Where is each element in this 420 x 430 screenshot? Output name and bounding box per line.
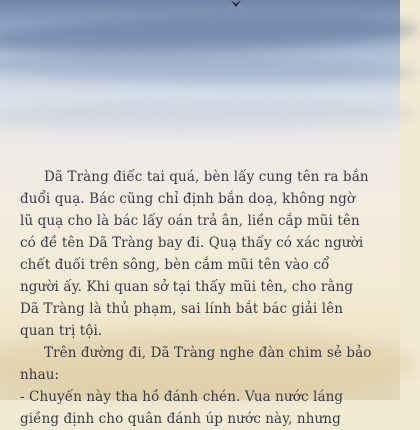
text-line: Dã Tràng là thủ phạm, sai lính bắt bác giải lên — [20, 301, 343, 317]
bird-icon — [230, 0, 242, 10]
sky-wash — [0, 12, 420, 58]
text-line: đuổi quạ. Bác cũng chỉ định bắn doạ, không ngờ — [20, 191, 356, 207]
story-text — [20, 166, 390, 430]
text-line: người ấy. Khi quan sở tại thấy mũi tên, cho rằng — [20, 279, 354, 295]
sky-wash — [0, 51, 420, 87]
sky-wash — [0, 98, 420, 132]
text-line: lũ quạ cho là bác lấy oán trả ân, liền cắp mũi tên — [20, 213, 360, 229]
text-line: - Chuyến này tha hồ đánh chén. Vua nước láng — [20, 389, 344, 405]
text-line: giềng định cho quân đánh úp nước này, nhưng — [20, 411, 341, 427]
text-line: có đề tên Dã Tràng bay đi. Quạ thấy có xác người — [20, 235, 364, 251]
text-line: nhau: — [20, 367, 60, 383]
text-line: chết đuối trên sông, bèn cắm mũi tên vào cổ — [20, 257, 330, 273]
text-line: Trên đường đi, Dã Tràng nghe đàn chim sẻ bảo — [44, 345, 372, 361]
text-line: Dã Tràng điếc tai quá, bèn lấy cung tên ra bắn — [44, 169, 369, 185]
text-line: quan trị tội. — [20, 323, 103, 339]
